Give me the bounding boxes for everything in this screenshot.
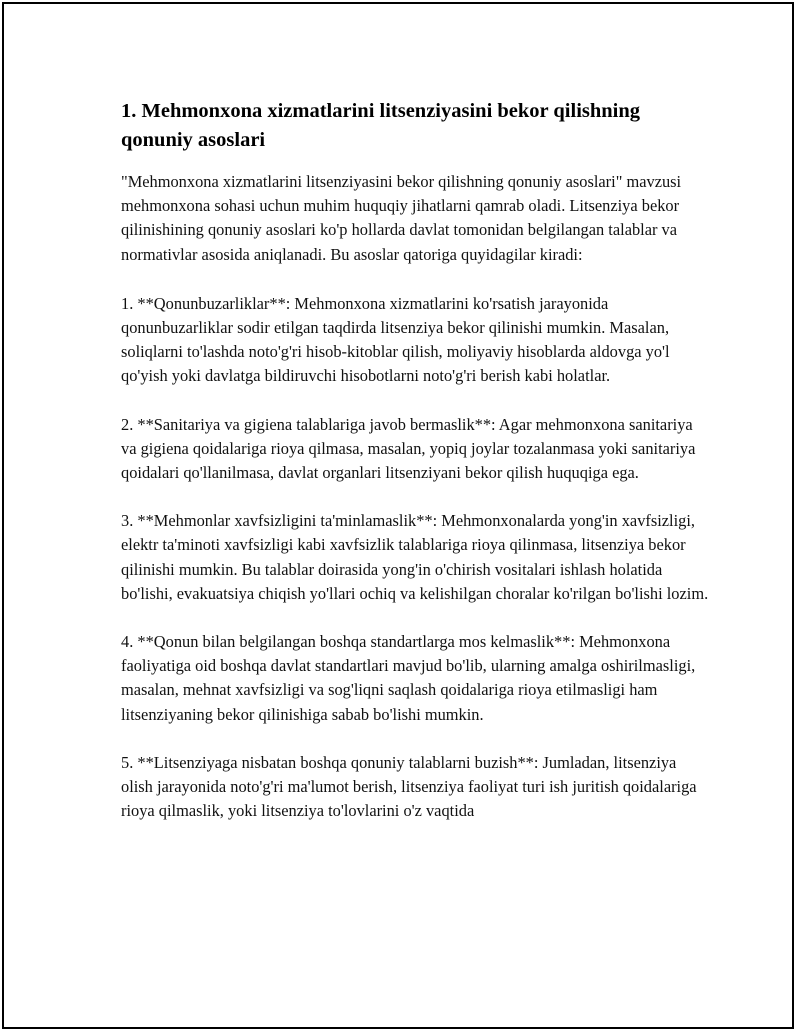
page-title: 1. Mehmonxona xizmatlarini litsenziyasini bekor qilishning qonuniy asoslari bbox=[121, 100, 641, 151]
paragraph-3-guest-safety: 3. **Mehmonlar xavfsizligini ta'minlamaslik**: Mehmonxonalarda yong'in xavfsizligi, elektr ta'minoti xavfsizligi kabi xavfsizlik talablariga rioya qilinmasa, litsenziya bekor qilinishi mumkin. Bu talablar doirasida yong'in o'chirish vositalari ishlash holatida bo'lishi, evakuatsiya chiqish yo'llari ochiq va kelishilgan choralar ko'rilgan bo'lishi lozim. bbox=[121, 511, 709, 603]
paragraph-4-other-standards: 4. **Qonun bilan belgilangan boshqa standartlarga mos kelmaslik**: Mehmonxona faoliyatiga oid boshqa davlat standartlari mavjud bo'lib, ularning amalga oshirilmasligi, masalan, mehnat xavfsizligi va sog'liqni saqlash qoidalariga rioya etilmasligi ham litsenziyaning bekor qilinishiga sabab bo'lishi mumkin. bbox=[121, 632, 696, 724]
intro-paragraph: "Mehmonxona xizmatlarini litsenziyasini bekor qilishning qonuniy asoslari" mavzusi mehmonxona sohasi uchun muhim huquqiy jihatlarni qamrab oladi. Litsenziya bekor qilinishining qonuniy asoslari ko'p hollarda davlat tomonidan belgilangan talablar va normativlar asosida aniqlanadi. Bu asoslar qatoriga quyidagilar kiradi: bbox=[121, 172, 682, 264]
document-body bbox=[121, 97, 711, 847]
paragraph-2-sanitation: 2. **Sanitariya va gigiena talablariga javob bermaslik**: Agar mehmonxona sanitariya va gigiena qoidalariga rioya qilmasa, masalan, yopiq joylar tozalanmasa yoki sanitariya qoidalari qo'llanilmasa, davlat organlari litsenziyani bekor qilish huquqiga ega. bbox=[121, 414, 696, 483]
paragraph-1-violations: 1. **Qonunbuzarliklar**: Mehmonxona xizmatlarini ko'rsatish jarayonida qonunbuzarliklar sodir etilgan taqdirda litsenziya bekor qilinishi mumkin. Masalan, soliqlarni to'lashda noto'g'ri hisob-kitoblar qilish, moliyaviy hisoblarda aldovga yo'l qo'yish yoki davlatga bildiruvchi hisobotlarni noto'g'ri berish kabi holatlar. bbox=[121, 293, 670, 386]
paragraph-5-other-requirements: 5. **Litsenziyaga nisbatan boshqa qonuniy talablarni buzish**: Jumladan, litsenziya olish jarayonida noto'g'ri ma'lumot berish, litsenziya faoliyat turi ish juritish qoidalariga rioya qilmaslik, yoki litsenziya to'lovlarini o'z vaqtida bbox=[121, 752, 697, 821]
page-frame bbox=[2, 2, 794, 1029]
